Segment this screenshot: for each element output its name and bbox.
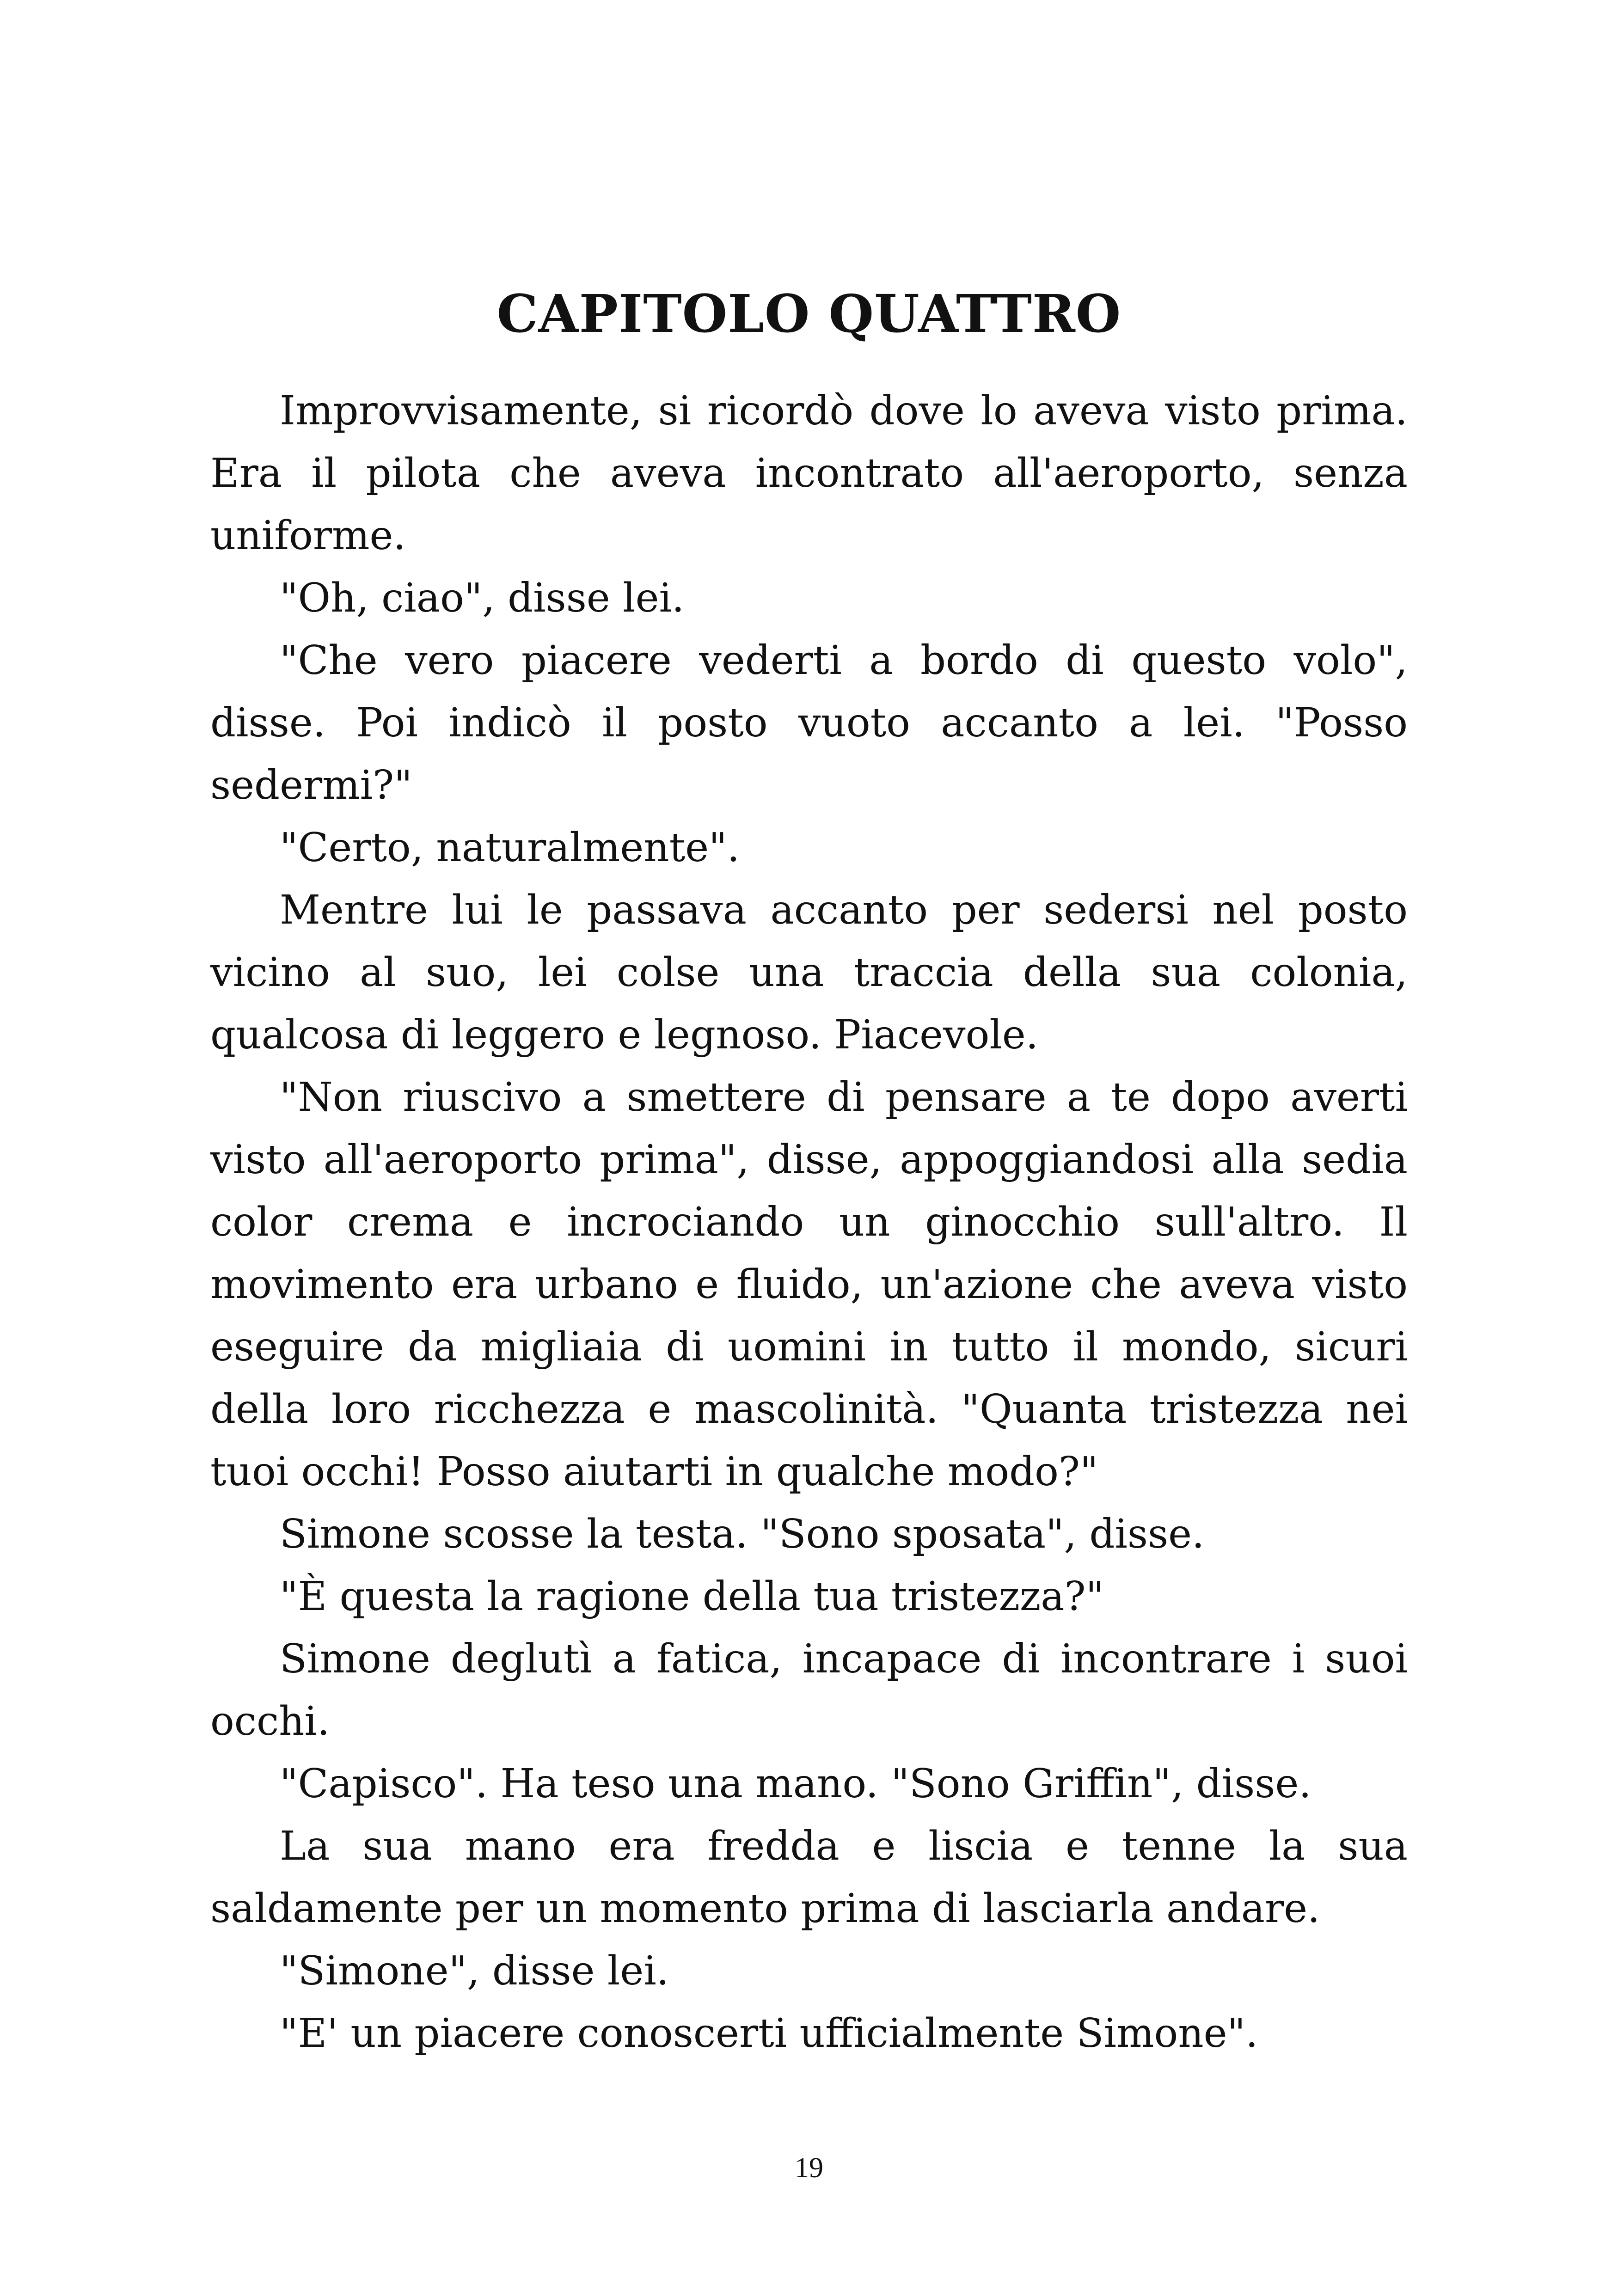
paragraph: "E' un piacere conoscerti ufficialmente Simone". (280, 2010, 1258, 2057)
chapter-title: CAPITOLO QUATTRO (496, 284, 1122, 344)
paragraph: "Simone", disse lei. (280, 1948, 669, 1994)
paragraph: Simone scosse la testa. "Sono sposata", disse. (280, 1511, 1205, 1557)
chapter-body (210, 380, 1408, 2065)
paragraph: "Oh, ciao", disse lei. (280, 575, 685, 621)
paragraph: "È questa la ragione della tua tristezza?" (280, 1574, 1104, 1620)
paragraph: "Che vero piacere vederti a bordo di questo volo", disse. Poi indicò il posto vuoto accanto a lei. "Posso sedermi?" (210, 637, 1408, 808)
paragraph: La sua mano era fredda e liscia e tenne la sua saldamente per un momento prima di lasciarla andare. (210, 1823, 1408, 1932)
paragraph: Simone deglutì a fatica, incapace di incontrare i suoi occhi. (210, 1636, 1408, 1745)
paragraph: Improvvisamente, si ricordò dove lo aveva visto prima. Era il pilota che aveva incontrato all'aeroporto, senza uniforme. (210, 388, 1408, 559)
page-number: 19 (795, 2152, 823, 2184)
paragraph: "Capisco". Ha teso una mano. "Sono Griffin", disse. (280, 1761, 1312, 1807)
paragraph: "Non riuscivo a smettere di pensare a te dopo averti visto all'aeroporto prima", disse, appoggiandosi alla sedia color crema e incrociando un ginocchio sull'altro. Il movimento era urbano e fluido, un'azione che aveva visto eseguire da migliaia di uomini in tutto il mondo, sicuri della loro ricchezza e mascolinità. "Quanta tristezza nei tuoi occhi! Posso aiutarti in qualche modo?" (210, 1074, 1408, 1495)
paragraph: Mentre lui le passava accanto per sedersi nel posto vicino al suo, lei colse una traccia della sua colonia, qualcosa di leggero e legnoso. Piacevole. (210, 887, 1408, 1058)
paragraph: "Certo, naturalmente". (280, 825, 740, 871)
